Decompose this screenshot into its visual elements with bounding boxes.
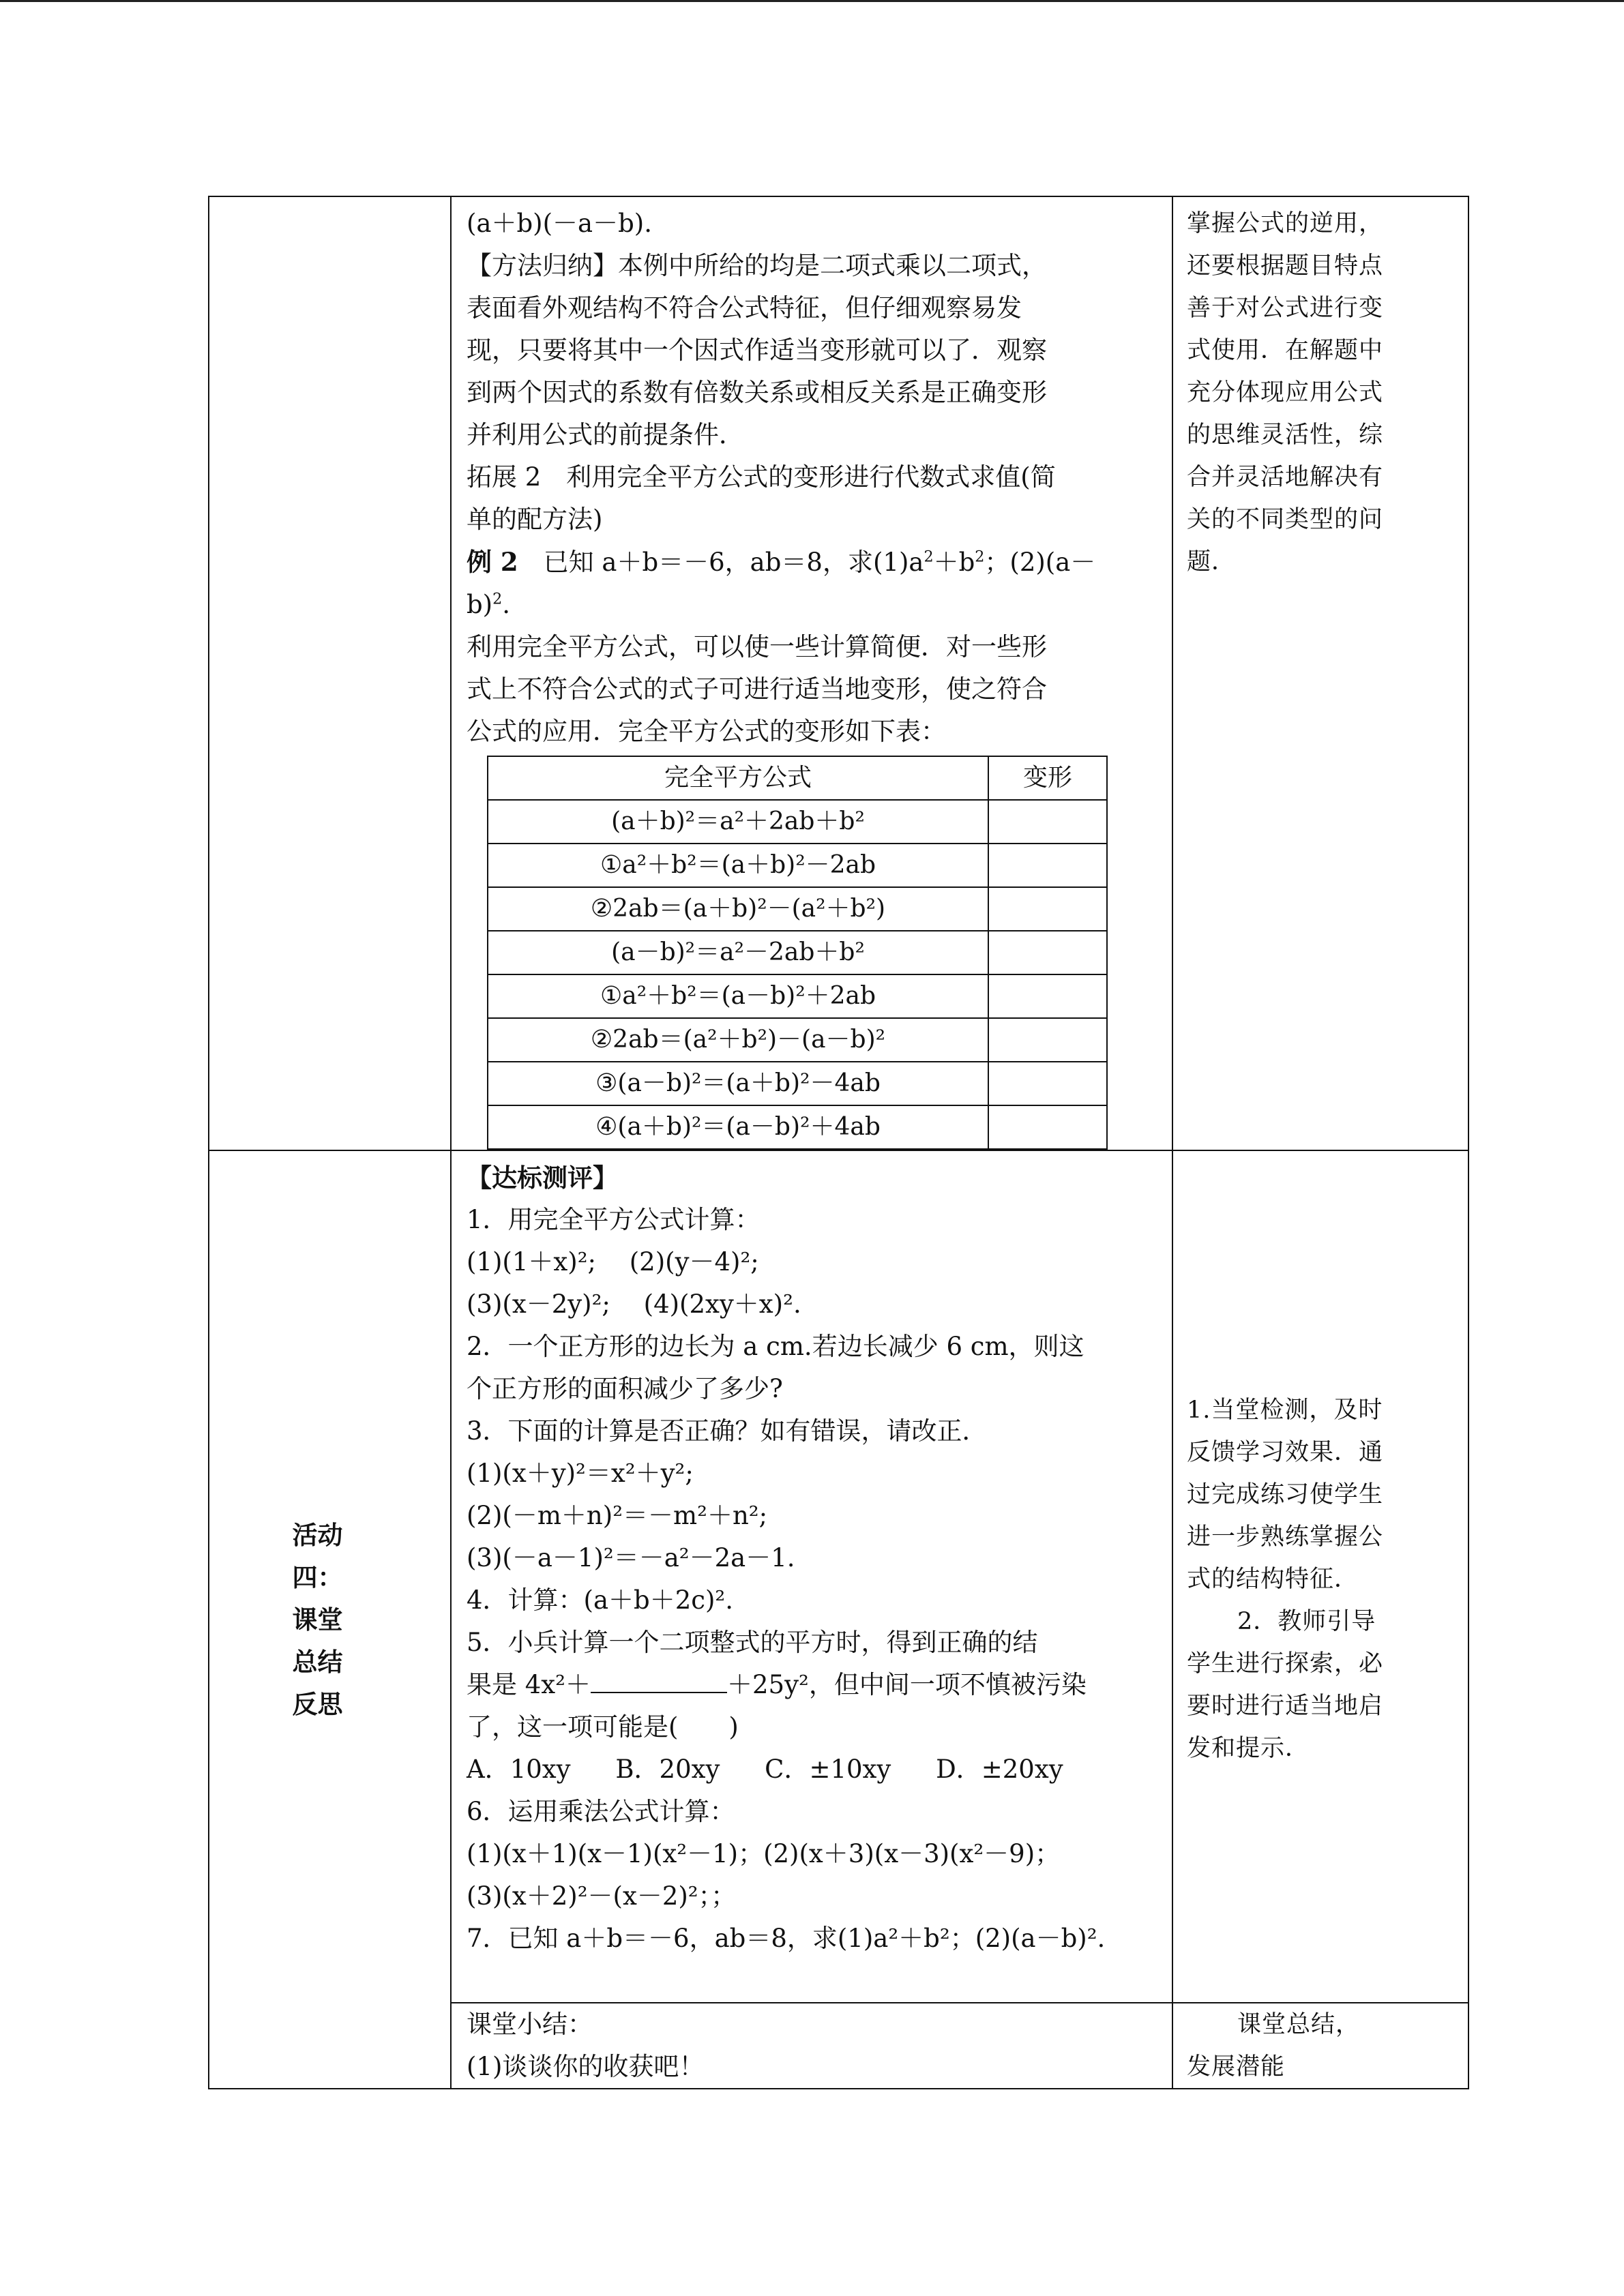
activity-line: 课堂 (292, 1605, 343, 1635)
side-line: 掌握公式的逆用， (1187, 210, 1384, 237)
variant-cell (988, 844, 1107, 887)
option-d: D．±20xy (936, 1755, 1063, 1784)
formula-row (488, 844, 1107, 887)
question-3: 3．下面的计算是否正确？如有错误，请改正． (467, 1416, 988, 1446)
example-2-line: 例 2 已知 a＋b＝－6，ab＝8，求$(1)a^2+b^2$；(2)(a－ (467, 547, 1096, 577)
question-6-part: (1)(x＋1)(x－1)(x²－1)；(2)(x＋3)(x－3)(x²－9)； (467, 1839, 1061, 1868)
text-line: 表面看外观结构不符合公式特征，但仔细观察易发 (467, 293, 1022, 323)
design-intent-cell (1172, 1150, 1468, 2003)
side-line: 的思维灵活性，综 (1187, 421, 1384, 449)
variant-header: 变形 (988, 756, 1107, 800)
activity-label (286, 1514, 374, 1725)
text-line: 式上不符合公式的式子可进行适当地变形，使之符合 (467, 674, 1047, 704)
side-line: 2．教师引导 (1237, 1608, 1376, 1635)
formula-row (488, 1062, 1107, 1105)
question-5-cont (467, 1664, 1160, 1706)
formula-table (487, 756, 1108, 1150)
side-line: 过完成练习使学生 (1187, 1481, 1384, 1508)
formula-row (488, 1018, 1107, 1062)
content-cell (451, 196, 1172, 1150)
question-1-parts: (3)(x－2y)²; (4)(2xy＋x)². (467, 1289, 801, 1319)
top-border-line (0, 0, 1624, 2)
lesson-plan-table (208, 196, 1469, 2089)
summary-intent-cell (1172, 2003, 1468, 2089)
fill-blank (591, 1665, 727, 1693)
text-line: 【方法归纳】本例中所给的均是二项式乘以二项式， (467, 251, 1047, 280)
question-6: 6．运用乘法公式计算： (467, 1797, 735, 1826)
text-line: 利用完全平方公式，可以使一些计算简便．对一些形 (467, 632, 1047, 661)
question-6-part: (3)(x＋2)²－(x－2)²；； (467, 1881, 737, 1911)
side-line: 关的不同类型的问 (1187, 506, 1384, 533)
variant-cell (988, 974, 1107, 1018)
formula-row (488, 974, 1107, 1018)
activity-line: 总结 (292, 1647, 343, 1677)
formula-header-row (488, 756, 1107, 800)
formula-header: 完全平方公式 (488, 756, 988, 800)
option-c: C．±10xy (765, 1755, 891, 1784)
text-line: 拓展 2 利用完全平方公式的变形进行代数式求值(简 (467, 462, 1056, 492)
side-line: 发展潜能 (1187, 2053, 1286, 2081)
option-b: B．20xy (615, 1755, 720, 1784)
formula-row (488, 887, 1107, 931)
text-line: 公式的应用．完全平方公式的变形如下表： (467, 717, 946, 746)
example-text: ；(2)(a－ (984, 548, 1096, 577)
side-line: 要时进行适当地启 (1187, 1693, 1384, 1720)
summary-line: 课堂小结： (467, 2010, 593, 2039)
side-line: 合并灵活地解决有 (1187, 464, 1384, 491)
text-line: 单的配方法) (467, 505, 603, 534)
table-row (209, 196, 1468, 1150)
summary-line: (1)谈谈你的收获吧！ (467, 2052, 705, 2081)
formula-cell: (a－b)²＝a²－2ab＋b² (488, 931, 988, 974)
question-3-part: (3)(－a－1)²＝－a²－2a－1. (467, 1543, 795, 1572)
option-a: A．10xy (467, 1755, 571, 1784)
example-text: 已知 a＋b＝－6，ab＝8，求(1)a (518, 548, 924, 577)
example-2-line-cont: b)$^2$. (467, 590, 511, 619)
text-line: 到两个因式的系数有倍数关系或相反关系是正确变形 (467, 378, 1047, 407)
formula-row (488, 931, 1107, 974)
formula-cell: ①a²＋b²＝(a－b)²＋2ab (488, 974, 988, 1018)
activity-line: 活动 (292, 1520, 343, 1550)
design-intent-cell (1172, 196, 1468, 1150)
question-2-cont: 个正方形的面积减少了多少? (467, 1374, 783, 1403)
variant-cell (988, 1062, 1107, 1105)
side-line: 还要根据题目特点 (1187, 252, 1384, 280)
activity-cell (209, 1150, 451, 2089)
side-line: 学生进行探索，必 (1187, 1650, 1384, 1678)
activity-line: 反思 (292, 1689, 343, 1719)
question-5-options (467, 1748, 1160, 1791)
variant-cell (988, 800, 1107, 844)
example-text: b) (467, 590, 493, 619)
table-row (209, 1150, 1468, 2003)
side-line: 式的结构特征． (1187, 1566, 1359, 1593)
activity-cell-empty (209, 196, 451, 1150)
formula-row (488, 1105, 1107, 1149)
activity-line: 四： (292, 1562, 343, 1592)
variant-cell (988, 1105, 1107, 1149)
formula-row (488, 800, 1107, 844)
question-7: 7．已知 a＋b＝－6，ab＝8，求(1)a²＋b²；(2)(a－b)². (467, 1924, 1106, 1953)
example-label: 例 2 (467, 547, 518, 577)
question-4: 4．计算：(a＋b＋2c)². (467, 1585, 734, 1615)
side-line: 式使用．在解题中 (1187, 337, 1384, 364)
formula-cell: ②2ab＝(a＋b)²－(a²＋b²) (488, 887, 988, 931)
variant-cell (988, 1018, 1107, 1062)
side-line: 进一步熟练掌握公 (1187, 1523, 1384, 1551)
question-2: 2．一个正方形的边长为 a cm.若边长减少 6 cm，则这 (467, 1332, 1084, 1361)
formula-cell: (a＋b)²＝a²＋2ab＋b² (488, 800, 988, 844)
side-line: 发和提示． (1187, 1735, 1310, 1762)
assessment-heading: 【达标测评】 (467, 1163, 618, 1193)
assessment-cell (451, 1150, 1172, 2003)
question-5-text: ＋25y²，但中间一项不慎被污染 (727, 1670, 1087, 1699)
side-line: 题． (1187, 548, 1237, 576)
side-line: 充分体现应用公式 (1187, 379, 1384, 406)
question-5-cont: 了，这一项可能是( ) (467, 1712, 739, 1742)
formula-cell: ④(a＋b)²＝(a－b)²＋4ab (488, 1105, 988, 1149)
question-1: 1．用完全平方公式计算： (467, 1205, 761, 1234)
text-line: (a＋b)(－a－b). (467, 209, 652, 238)
variant-cell (988, 887, 1107, 931)
question-5-text: 果是 4x²＋ (467, 1670, 591, 1699)
side-line: 1.当堂检测，及时 (1187, 1397, 1383, 1424)
variant-cell (988, 931, 1107, 974)
example-text: ＋b (933, 548, 975, 577)
example-text: . (502, 590, 511, 619)
side-line: 反馈学习效果．通 (1187, 1439, 1384, 1466)
formula-cell: ①a²＋b²＝(a＋b)²－2ab (488, 844, 988, 887)
question-1-parts: (1)(1＋x)²; (2)(y－4)²; (467, 1247, 759, 1277)
text-line: 并利用公式的前提条件． (467, 420, 744, 449)
question-3-part: (1)(x＋y)²＝x²＋y²; (467, 1459, 694, 1488)
side-line: 课堂总结， (1237, 2011, 1361, 2038)
summary-cell (451, 2003, 1172, 2089)
formula-cell: ②2ab＝(a²＋b²)－(a－b)² (488, 1018, 988, 1062)
formula-cell: ③(a－b)²＝(a＋b)²－4ab (488, 1062, 988, 1105)
text-line: 现，只要将其中一个因式作适当变形就可以了．观察 (467, 336, 1047, 365)
question-5: 5．小兵计算一个二项整式的平方时，得到正确的结 (467, 1628, 1038, 1657)
side-line: 善于对公式进行变 (1187, 295, 1384, 322)
question-3-part: (2)(－m＋n)²＝－m²＋n²; (467, 1501, 768, 1530)
